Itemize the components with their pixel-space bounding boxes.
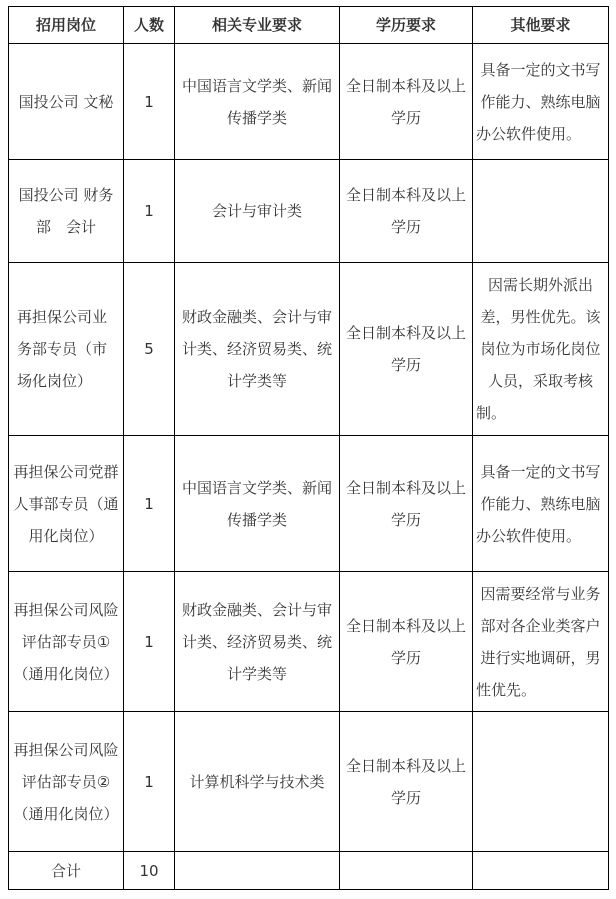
cell-education: 全日制本科及以上学历 [340, 160, 473, 263]
total-empty-cell [175, 852, 340, 890]
header-education: 学历要求 [340, 7, 473, 44]
cell-position: 再担保公司党群人事部专员（通用化岗位） [9, 436, 124, 572]
recruitment-table [8, 6, 609, 890]
cell-count: 1 [124, 160, 175, 263]
header-other: 其他要求 [473, 7, 609, 44]
cell-other [473, 712, 609, 852]
table-row [9, 572, 609, 712]
table-row [9, 712, 609, 852]
cell-major: 中国语言文学类、新闻传播学类 [175, 436, 340, 572]
cell-education: 全日制本科及以上学历 [340, 263, 473, 436]
cell-other: 因需要经常与业务部对各企业类客户进行实地调研，男性优先。 [473, 572, 609, 712]
header-position: 招用岗位 [9, 7, 124, 44]
total-empty-cell [473, 852, 609, 890]
cell-position: 再担保公司业务部专员（市场化岗位） [9, 263, 124, 436]
cell-count: 1 [124, 436, 175, 572]
cell-education: 全日制本科及以上学历 [340, 436, 473, 572]
total-empty-cell [340, 852, 473, 890]
header-major: 相关专业要求 [175, 7, 340, 44]
cell-count: 1 [124, 44, 175, 160]
cell-education: 全日制本科及以上学历 [340, 44, 473, 160]
table-row [9, 436, 609, 572]
cell-major: 财政金融类、会计与审计类、经济贸易类、统计学类等 [175, 572, 340, 712]
cell-position: 再担保公司风险评估部专员②（通用化岗位） [9, 712, 124, 852]
cell-major: 中国语言文学类、新闻传播学类 [175, 44, 340, 160]
cell-position: 国投公司 文秘 [9, 44, 124, 160]
table-row [9, 160, 609, 263]
table-row [9, 263, 609, 436]
cell-position: 再担保公司风险评估部专员①（通用化岗位） [9, 572, 124, 712]
cell-other [473, 160, 609, 263]
cell-major: 计算机科学与技术类 [175, 712, 340, 852]
header-count: 人数 [124, 7, 175, 44]
table-row [9, 44, 609, 160]
cell-count: 1 [124, 572, 175, 712]
table-header-row [9, 7, 609, 44]
total-count: 10 [124, 852, 175, 890]
cell-education: 全日制本科及以上学历 [340, 712, 473, 852]
table-total-row [9, 852, 609, 890]
cell-count: 5 [124, 263, 175, 436]
cell-major: 财政金融类、会计与审计类、经济贸易类、统计学类等 [175, 263, 340, 436]
cell-other: 具备一定的文书写作能力、熟练电脑办公软件使用。 [473, 44, 609, 160]
total-label: 合计 [9, 852, 124, 890]
cell-major: 会计与审计类 [175, 160, 340, 263]
cell-other: 因需长期外派出差，男性优先。该岗位为市场化岗位人员，采取考核制。 [473, 263, 609, 436]
cell-position: 国投公司 财务部 会计 [9, 160, 124, 263]
cell-education: 全日制本科及以上学历 [340, 572, 473, 712]
cell-count: 1 [124, 712, 175, 852]
cell-other: 具备一定的文书写作能力、熟练电脑办公软件使用。 [473, 436, 609, 572]
